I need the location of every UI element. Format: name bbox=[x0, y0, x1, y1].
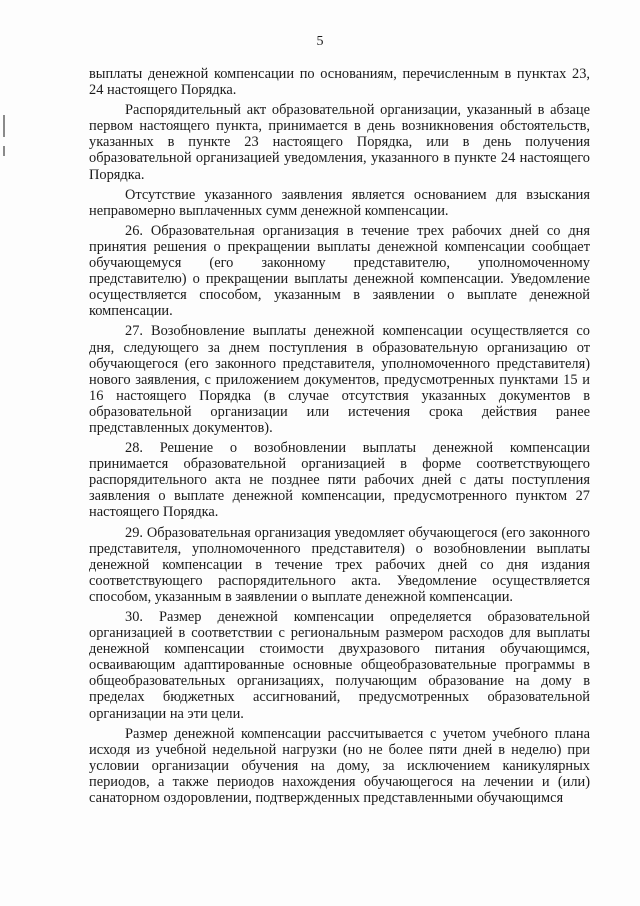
paragraph-order-act: Распорядительный акт образовательной организации, указанный в абзаце первом настоящего пункта, принимается в день возникновения обстоятельств, указанных в пункте 23 настоящего Порядка, или в день получения образовательной организацией уведомления, указанного в пункте 24 настоящего Порядка. bbox=[89, 102, 590, 183]
paragraph-item-28: 28. Решение о возобновлении выплаты денежной компенсации принимается образовательной организацией в форме соответствующего распорядительного акта не позднее пяти рабочих дней с даты поступления заявления о выплате денежной компенсации, предусмотренного пунктом 27 настоящего Порядка. bbox=[89, 440, 590, 521]
paragraph-compensation-calculation: Размер денежной компенсации рассчитывается с учетом учебного плана исходя из учебной недельной нагрузки (но не более пяти дней в неделю) при условии организации обучения на дому, за исключением каникулярных периодов, а также периодов нахождения обучающегося на лечении и (или) санаторном оздоровлении, подтвержденных представленными обучающимся bbox=[89, 725, 590, 807]
scan-margin-mark bbox=[3, 146, 5, 156]
page-number: 5 bbox=[316, 34, 324, 49]
paragraph-item-29: 29. Образовательная организация уведомляет обучающегося (его законного представителя, уполномоченного представителя) о возобновлении выплаты денежной компенсации в течение трех рабочих дней со дня издания соответствующего распорядительного акта. Уведомление осуществляется способом, указанным в заявлении о выплате денежной компенсации. bbox=[89, 524, 590, 605]
paragraph-item-30: 30. Размер денежной компенсации определяется образовательной организацией в соответствии с региональным размером расходов для выплаты денежной компенсации стоимости двухразового питания обучающимся, осваивающим адаптированные основные общеобразовательные программы в общеобразовательных организациях, получающим образование на дому в пределах бюджетных ассигнований, предусмотренных образовательной организации на эти цели. bbox=[89, 609, 590, 722]
paragraph-item-27: 27. Возобновление выплаты денежной компенсации осуществляется со дня, следующего за днем поступления в образовательную организацию от обучающегося (его законного представителя, уполномоченного представителя) нового заявления, с приложением документов, предусмотренных пунктами 15 и 16 настоящего Порядка (в случае отсутствия указанных документов в образовательной организации или истечения срока действия ранее представленных документов). bbox=[89, 323, 590, 436]
paragraph-absence-of-statement: Отсутствие указанного заявления является основанием для взыскания неправомерно выплаченных сумм денежной компенсации. bbox=[89, 186, 590, 219]
document-body bbox=[89, 66, 590, 810]
scan-margin-mark bbox=[3, 115, 5, 137]
paragraph-continuation: выплаты денежной компенсации по основаниям, перечисленным в пунктах 23, 24 настоящего Порядка. bbox=[89, 66, 590, 99]
paragraph-item-26: 26. Образовательная организация в течение трех рабочих дней со дня принятия решения о прекращении выплаты денежной компенсации сообщает обучающемуся (его законному представителю, уполномоченному представителю) о прекращении выплаты денежной компенсации. Уведомление осуществляется способом, указанным в заявлении о выплате денежной компенсации. bbox=[89, 222, 590, 320]
